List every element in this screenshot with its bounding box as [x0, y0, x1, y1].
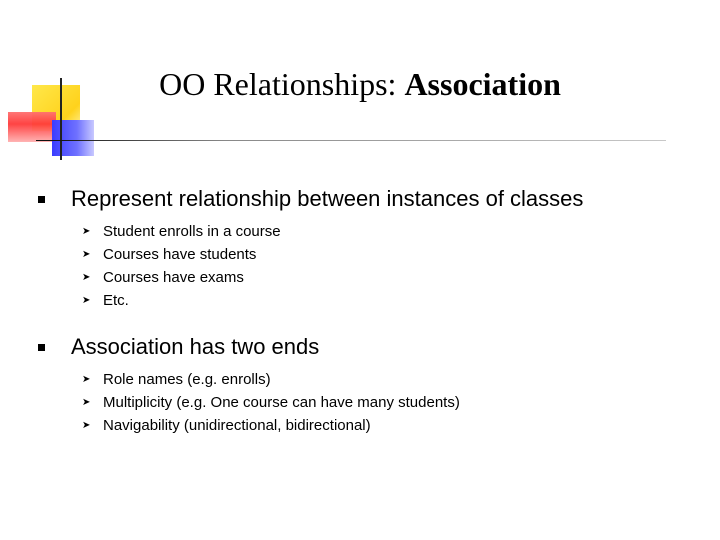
- red-square: [8, 112, 56, 142]
- sub-bullet-item: [38, 266, 698, 289]
- slide-title: [0, 66, 720, 103]
- square-bullet-icon: [38, 344, 45, 351]
- blue-square: [52, 120, 94, 156]
- sub-bullet-text: Courses have students: [103, 246, 257, 263]
- slide-body: [38, 184, 698, 437]
- bullet-item: [38, 332, 698, 362]
- title-underline: [36, 140, 666, 141]
- bullet-item: [38, 184, 698, 214]
- sub-bullet-text: Student enrolls in a course: [103, 223, 281, 240]
- sub-bullet-text: Courses have exams: [103, 269, 244, 286]
- sub-bullet-text: Role names (e.g. enrolls): [103, 371, 271, 388]
- slide-title-prefix: OO Relationships:: [159, 66, 405, 102]
- sub-bullet-item: [38, 289, 698, 312]
- bullet-text: Represent relationship between instances of classes: [71, 186, 584, 211]
- sub-bullet-list: [38, 368, 698, 437]
- sub-bullet-text: Multiplicity (e.g. One course can have many students): [103, 394, 460, 411]
- sub-bullet-item: [38, 368, 698, 391]
- sub-bullet-item: [38, 243, 698, 266]
- arrow-bullet-icon: ➤: [82, 420, 91, 431]
- arrow-bullet-icon: ➤: [82, 374, 91, 385]
- arrow-bullet-icon: ➤: [82, 397, 91, 408]
- arrow-bullet-icon: ➤: [82, 249, 91, 260]
- arrow-bullet-icon: ➤: [82, 272, 91, 283]
- square-bullet-icon: [38, 196, 45, 203]
- arrow-bullet-icon: ➤: [82, 226, 91, 237]
- sub-bullet-list: [38, 220, 698, 312]
- sub-bullet-item: [38, 391, 698, 414]
- sub-bullet-text: Navigability (unidirectional, bidirectional): [103, 417, 371, 434]
- sub-bullet-item: [38, 414, 698, 437]
- sub-bullet-text: Etc.: [103, 292, 129, 309]
- sub-bullet-item: [38, 220, 698, 243]
- arrow-bullet-icon: ➤: [82, 295, 91, 306]
- bullet-text: Association has two ends: [71, 334, 320, 359]
- slide-title-emphasis: Association: [404, 66, 561, 102]
